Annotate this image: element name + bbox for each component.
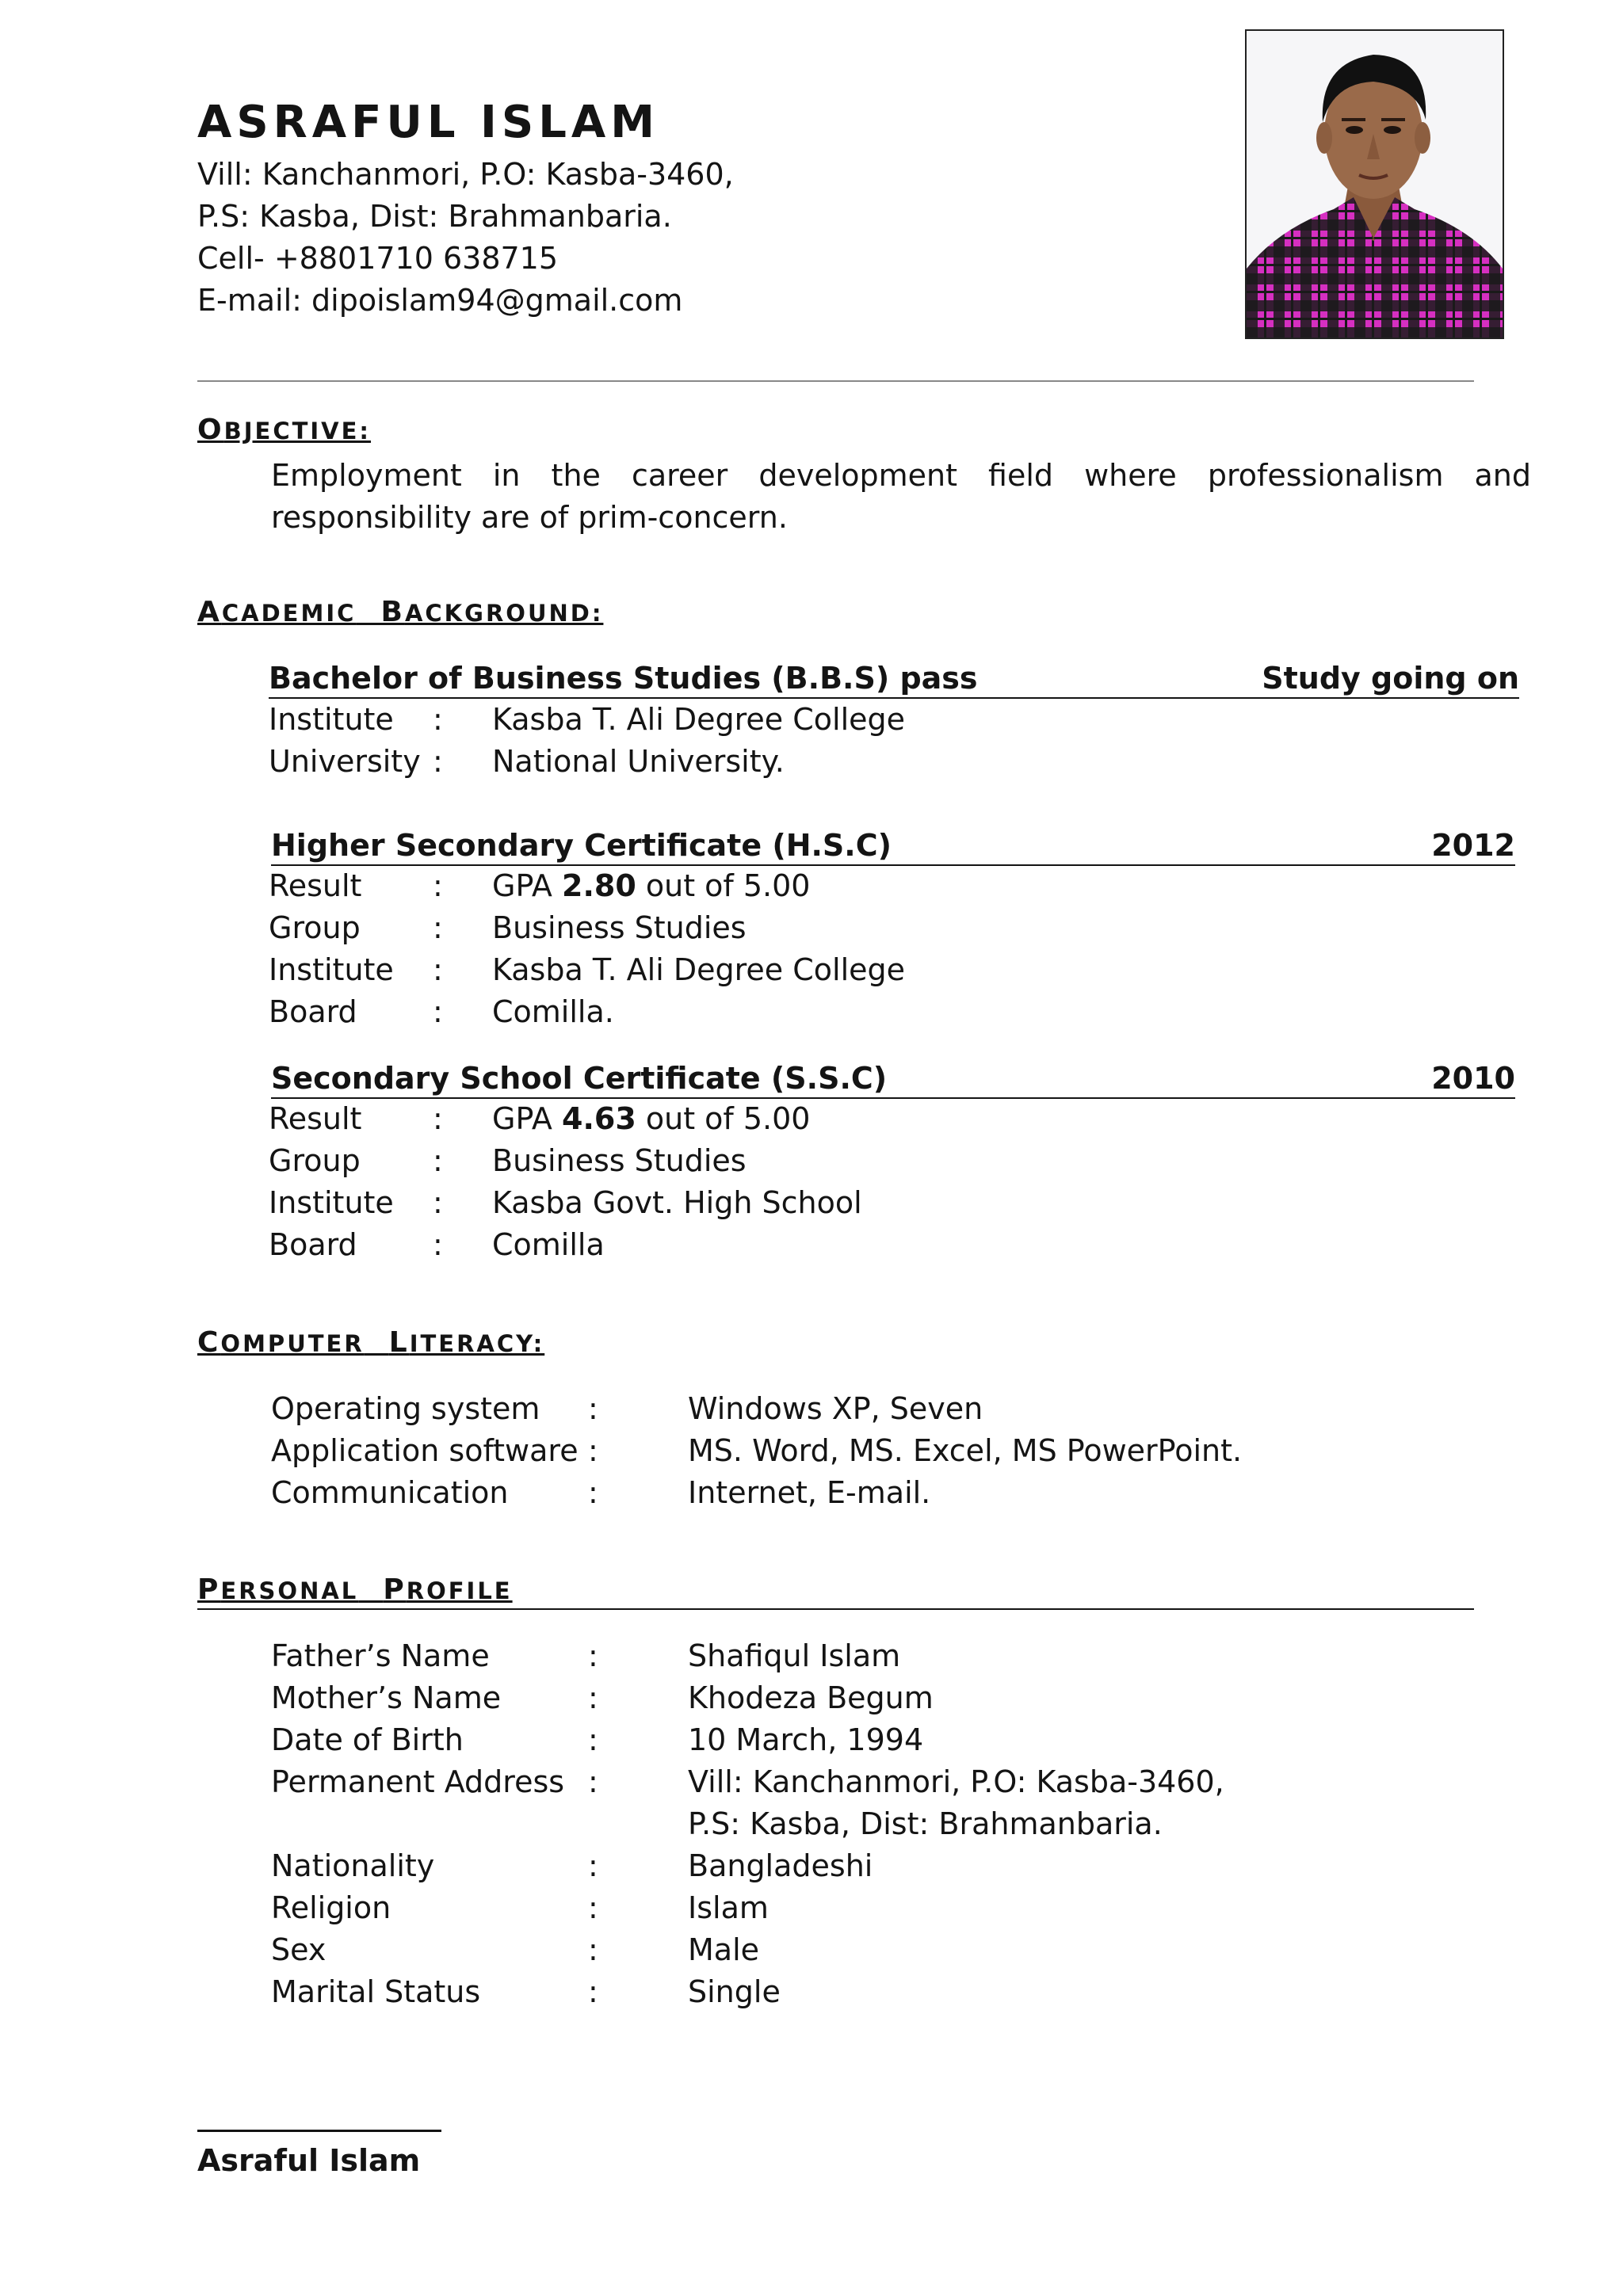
row-value: Bangladeshi: [688, 1848, 873, 1883]
gpa-suffix: out of 5.00: [636, 1101, 811, 1136]
row-separator: :: [588, 1638, 598, 1673]
row-value: Business Studies: [492, 1143, 747, 1178]
portrait-illustration: [1247, 31, 1503, 338]
personal-heading-rest-a: ERSONAL: [220, 1577, 359, 1604]
row-separator: :: [588, 1680, 598, 1715]
table-row: [271, 1722, 1460, 1764]
row-separator: :: [433, 1143, 443, 1178]
row-value-continued: P.S: Kasba, Dist: Brahmanbaria.: [688, 1806, 1163, 1841]
academic-heading-initial-a: A: [197, 596, 222, 628]
row-separator: :: [588, 1433, 598, 1468]
row-separator: :: [433, 910, 443, 945]
table-row: [271, 1764, 1460, 1848]
row-label: Permanent Address: [271, 1764, 565, 1799]
row-separator: :: [433, 1101, 443, 1136]
row-label: Date of Birth: [271, 1722, 464, 1757]
table-row: [269, 994, 1457, 1036]
computer-heading-initial-a: C: [197, 1326, 221, 1359]
row-label: Father’s Name: [271, 1638, 490, 1673]
row-value: Kasba Govt. High School: [492, 1185, 862, 1220]
table-row: [271, 1391, 1460, 1433]
row-value: Kasba T. Ali Degree College: [492, 702, 906, 737]
row-separator: :: [588, 1722, 598, 1757]
row-label: Operating system: [271, 1391, 540, 1426]
row-value: Business Studies: [492, 910, 747, 945]
row-separator: :: [588, 1848, 598, 1883]
row-value: Shafiqul Islam: [688, 1638, 901, 1673]
row-label: Mother’s Name: [271, 1680, 502, 1715]
gpa-suffix: out of 5.00: [636, 868, 811, 903]
table-row: [271, 1974, 1460, 2016]
table-row: [271, 1890, 1460, 1932]
row-label: Institute: [269, 952, 394, 987]
cell-number: Cell- +8801710 638715: [197, 241, 559, 276]
row-label: Group: [269, 1143, 361, 1178]
gpa-value: 4.63: [562, 1101, 636, 1136]
row-value: [492, 1101, 811, 1136]
row-value: [492, 868, 811, 903]
row-label: Marital Status: [271, 1974, 481, 2009]
header-divider: [197, 380, 1474, 382]
table-row: [271, 1932, 1460, 1974]
address-line-2: P.S: Kasba, Dist: Brahmanbaria.: [197, 199, 672, 234]
row-separator: :: [433, 994, 443, 1029]
degree-title: Secondary School Certificate (S.S.C): [271, 1061, 888, 1096]
row-value: MS. Word, MS. Excel, MS PowerPoint.: [688, 1433, 1243, 1468]
row-label: Board: [269, 994, 357, 1029]
personal-profile-heading: [197, 1573, 513, 1606]
row-separator: :: [433, 952, 443, 987]
gpa-value: 2.80: [562, 868, 636, 903]
signature-line: [197, 2130, 441, 2132]
personal-profile-underline: [197, 1608, 1474, 1610]
row-separator: :: [433, 744, 443, 779]
row-value: Vill: Kanchanmori, P.O: Kasba-3460,: [688, 1764, 1224, 1799]
row-label: Religion: [271, 1890, 391, 1925]
table-row: [269, 952, 1457, 994]
row-separator: :: [588, 1475, 598, 1510]
computer-heading-rest-a: OMPUTER: [220, 1330, 365, 1357]
table-row: [269, 1101, 1457, 1143]
row-label: Nationality: [271, 1848, 435, 1883]
row-value: Kasba T. Ali Degree College: [492, 952, 906, 987]
table-row: [269, 868, 1457, 910]
table-row: [269, 744, 1457, 786]
row-label: Sex: [271, 1932, 327, 1967]
degree-heading-ssc: [271, 1061, 1515, 1099]
academic-heading-initial-b: B: [380, 596, 405, 628]
academic-heading: [197, 596, 603, 628]
degree-title: Higher Secondary Certificate (H.S.C): [271, 828, 892, 863]
computer-heading-rest-b: ITERACY:: [409, 1330, 545, 1357]
academic-heading-rest-a: CADEMIC: [221, 600, 357, 627]
degree-heading-hsc: [271, 828, 1515, 866]
address-line-1: Vill: Kanchanmori, P.O: Kasba-3460,: [197, 157, 734, 192]
computer-literacy-heading: [197, 1326, 544, 1359]
degree-year: 2010: [1431, 1061, 1515, 1096]
row-value: Comilla.: [492, 994, 614, 1029]
objective-heading-rest: BJECTIVE:: [223, 418, 372, 444]
row-separator: :: [433, 1227, 443, 1262]
table-row: [271, 1848, 1460, 1890]
signature-name: Asraful Islam: [197, 2143, 421, 2178]
table-row: [271, 1475, 1460, 1517]
academic-heading-rest-b: ACKGROUND:: [404, 600, 604, 627]
table-row: [271, 1433, 1460, 1475]
row-label: Institute: [269, 702, 394, 737]
personal-heading-rest-b: ROFILE: [406, 1577, 513, 1604]
row-label: Group: [269, 910, 361, 945]
objective-heading: [197, 414, 371, 446]
gpa-prefix: GPA: [492, 1101, 563, 1136]
row-value: Single: [688, 1974, 781, 2009]
row-separator: :: [588, 1932, 598, 1967]
row-value: National University.: [492, 744, 785, 779]
degree-title: Bachelor of Business Studies (B.B.S) pass: [269, 661, 978, 696]
applicant-name: ASRAFUL ISLAM: [197, 97, 659, 148]
objective-heading-initial: O: [197, 414, 224, 446]
gpa-prefix: GPA: [492, 868, 563, 903]
degree-heading-bbs: [269, 661, 1519, 699]
degree-year: 2012: [1431, 828, 1515, 863]
table-row: [269, 910, 1457, 952]
row-value: 10 March, 1994: [688, 1722, 924, 1757]
row-value: Islam: [688, 1890, 769, 1925]
computer-heading-initial-b: L: [388, 1326, 410, 1359]
row-label: Result: [269, 1101, 362, 1136]
email-address: E-mail: dipoislam94@gmail.com: [197, 283, 683, 318]
table-row: [271, 1638, 1460, 1680]
row-label: University: [269, 744, 421, 779]
objective-text: Employment in the career development field where professionalism and responsibility are of prim-concern.: [271, 458, 1531, 535]
row-label: Result: [269, 868, 362, 903]
row-label: Institute: [269, 1185, 394, 1220]
row-separator: :: [433, 868, 443, 903]
row-label: Communication: [271, 1475, 509, 1510]
row-value: Comilla: [492, 1227, 605, 1262]
personal-heading-initial-a: P: [197, 1573, 221, 1606]
table-row: [269, 1185, 1457, 1227]
personal-heading-initial-b: P: [383, 1573, 407, 1606]
row-label: Application software: [271, 1433, 579, 1468]
profile-photo: [1245, 29, 1504, 339]
row-value: Khodeza Begum: [688, 1680, 934, 1715]
row-separator: :: [588, 1974, 598, 2009]
row-separator: :: [588, 1890, 598, 1925]
row-separator: :: [588, 1764, 598, 1799]
table-row: [269, 1143, 1457, 1185]
table-row: [269, 1227, 1457, 1269]
row-separator: :: [433, 702, 443, 737]
row-separator: :: [588, 1391, 598, 1426]
row-value: Male: [688, 1932, 760, 1967]
table-row: [271, 1680, 1460, 1722]
degree-status: Study going on: [1262, 661, 1519, 696]
row-value: Internet, E-mail.: [688, 1475, 931, 1510]
row-label: Board: [269, 1227, 357, 1262]
row-separator: :: [433, 1185, 443, 1220]
table-row: [269, 702, 1457, 744]
row-value: Windows XP, Seven: [688, 1391, 983, 1426]
